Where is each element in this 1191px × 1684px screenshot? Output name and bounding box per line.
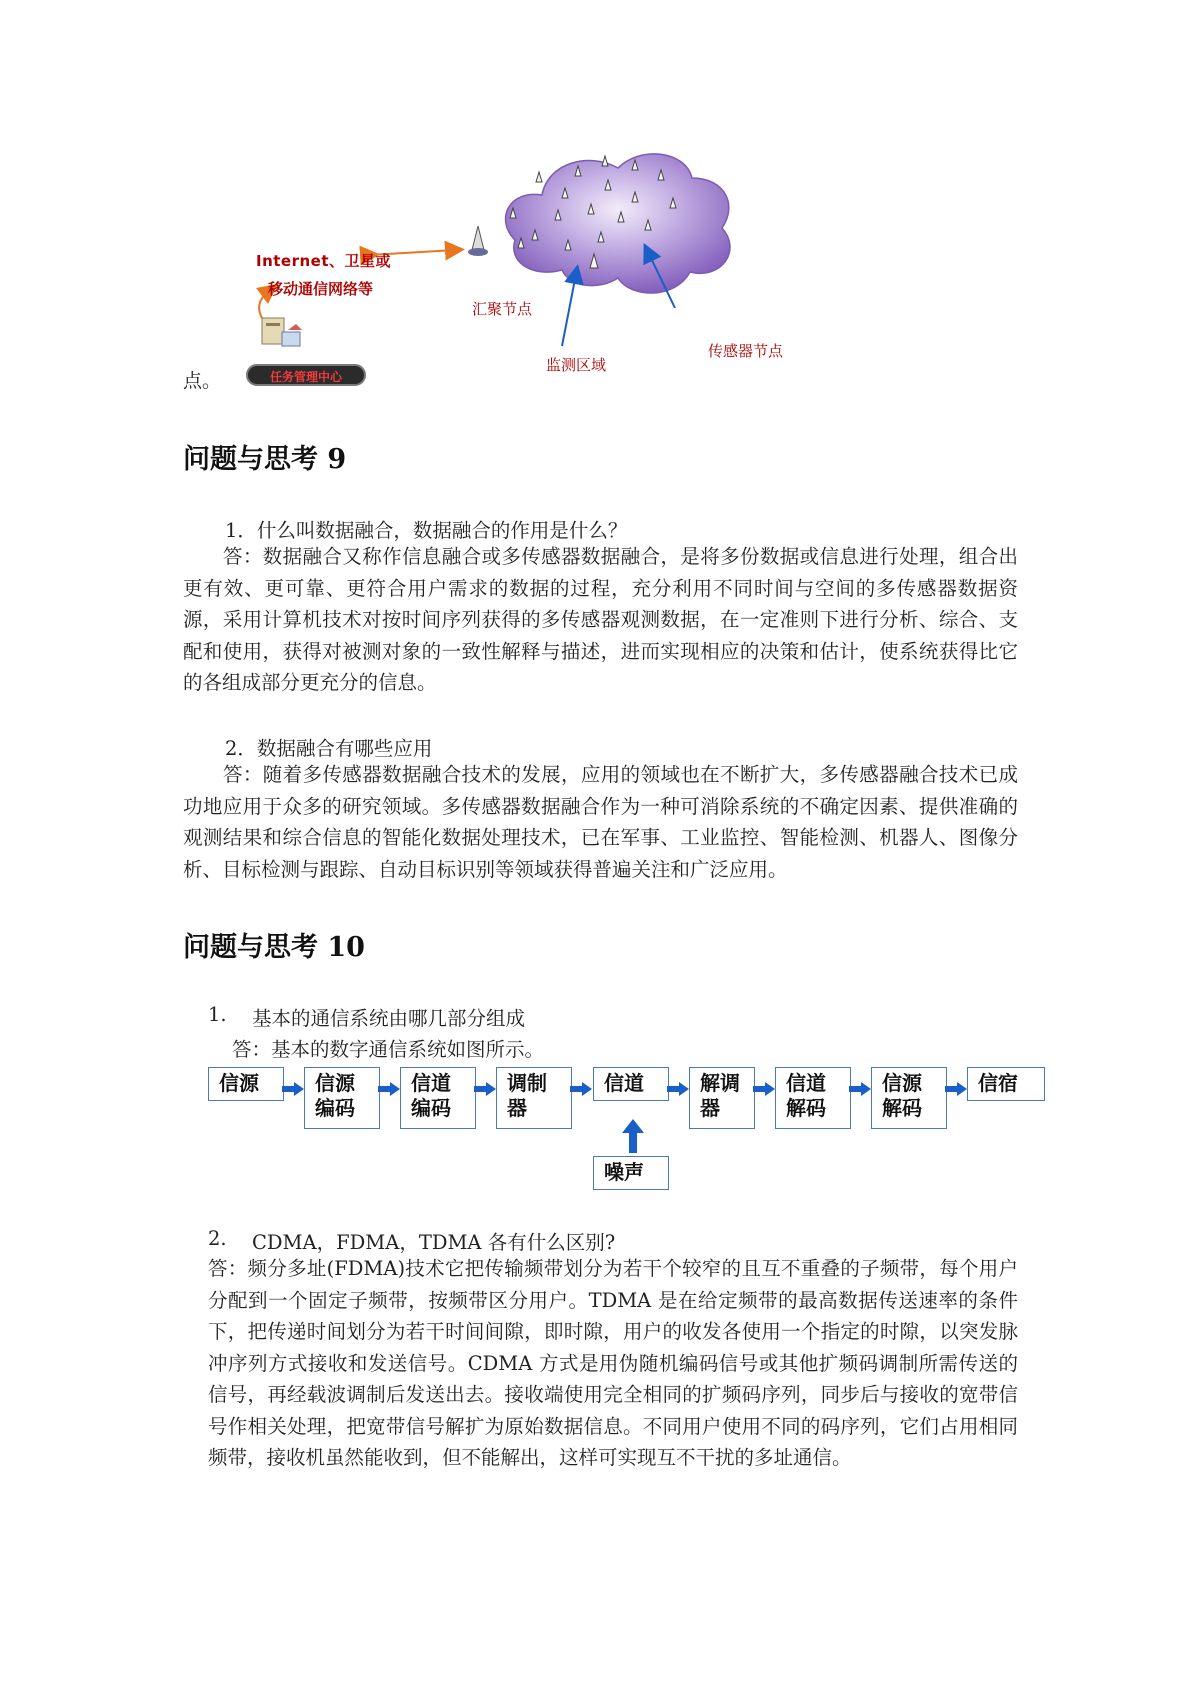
- noise-arrow: [618, 1117, 648, 1155]
- block-channel-decoding: 信道 解码: [775, 1067, 851, 1129]
- sink-node-icon: [468, 226, 488, 256]
- block-source-encoding: 信源 编码: [304, 1067, 380, 1129]
- section9-heading: 问题与思考 9: [183, 444, 347, 475]
- region-arrow: [562, 274, 576, 346]
- block-noise: 噪声: [593, 1156, 669, 1190]
- section10-question2: CDMA，FDMA，TDMA 各有什么区别?: [252, 1231, 616, 1254]
- section10-answer2: 答：频分多址(FDMA)技术它把传输频带划分为若干个较窄的且互不重叠的子频带，每个用户分配到一个固定子频带，按频带区分用户。TDMA 是在给定频带的最高数据传送速率的条件下，把传递时间划分为若干时间间隙，即时隙，用户的收发各使用一个指定的时隙，以突发脉冲序列方式接收和发送信号。CDMA 方式是用伪随机编码信号或其他扩频码调制所需传送的信号，再经载波调制后发送出去。接收端使用完全相同的扩频码序列，同步后与接收的宽带信号作相关处理，把宽带信号解扩为原始数据信息。不同用户使用不同的码序列，它们占用相同频带，接收机虽然能收到，但不能解出，这样可实现互不干扰的多址通信。: [208, 1257, 1018, 1469]
- block-sink: 信宿: [967, 1067, 1045, 1101]
- flow-arrow: [679, 1082, 689, 1096]
- block-channel: 信道: [593, 1067, 669, 1101]
- task-center-badge: 任务管理中心: [246, 364, 366, 386]
- sink-node-label: 汇聚节点: [472, 300, 533, 318]
- section9-answer1: 答：数据融合又称作信息融合或多传感器数据融合，是将多份数据或信息进行处理，组合出更有效、更可靠、更符合用户需求的数据的过程，充分利用不同时间与空间的多传感器数据资源，采用计算机技术对按时间序列获得的多传感器观测数据，在一定准则下进行分析、综合、支配和使用，获得对被测对象的一致性解释与描述，进而实现相应的决策和估计，使系统获得比它的各组成部分更充分的信息。: [183, 545, 1018, 694]
- wsn-figure: [170, 150, 790, 390]
- flow-arrow: [582, 1082, 592, 1096]
- flow-arrow: [765, 1082, 775, 1096]
- block-source: 信源: [208, 1067, 284, 1101]
- computer-icon: [262, 318, 302, 346]
- section10-question1-number: 1.: [208, 1003, 227, 1026]
- section10-heading: 问题与思考 10: [183, 932, 365, 963]
- block-channel-encoding: 信道 编码: [400, 1067, 476, 1129]
- flow-arrow: [390, 1082, 400, 1096]
- sensor-node-label: 传感器节点: [708, 342, 784, 360]
- trailing-text: 点。: [183, 370, 222, 392]
- flow-arrow: [861, 1082, 871, 1096]
- section9-question2: 2．数据融合有哪些应用: [225, 737, 433, 760]
- block-source-decoding: 信源 解码: [871, 1067, 947, 1129]
- section10-question1: 基本的通信系统由哪几部分组成: [252, 1007, 526, 1030]
- flow-arrow: [957, 1082, 967, 1096]
- section10-question2-number: 2.: [208, 1227, 227, 1250]
- monitoring-region-label: 监测区域: [546, 356, 607, 374]
- section9-question1: 1．什么叫数据融合，数据融合的作用是什么？: [225, 519, 628, 542]
- mobile-network-label: 移动通信网络等: [268, 280, 374, 298]
- block-modulator: 调制 器: [496, 1067, 572, 1129]
- comm-system-diagram: [208, 1067, 1048, 1192]
- section10-answer1: 答：基本的数字通信系统如图所示。: [232, 1038, 545, 1061]
- internet-label: Internet、卫星或: [256, 252, 392, 270]
- block-demodulator: 解调 器: [689, 1067, 755, 1129]
- flow-arrow: [294, 1082, 304, 1096]
- flow-arrow: [486, 1082, 496, 1096]
- section9-answer2: 答：随着多传感器数据融合技术的发展，应用的领域也在不断扩大，多传感器融合技术已成功地应用于众多的研究领域。多传感器数据融合作为一种可消除系统的不确定因素、提供准确的观测结果和综合信息的智能化数据处理技术，已在军事、工业监控、智能检测、机器人、图像分析、目标检测与跟踪、自动目标识别等领域获得普遍关注和广泛应用。: [183, 763, 1018, 881]
